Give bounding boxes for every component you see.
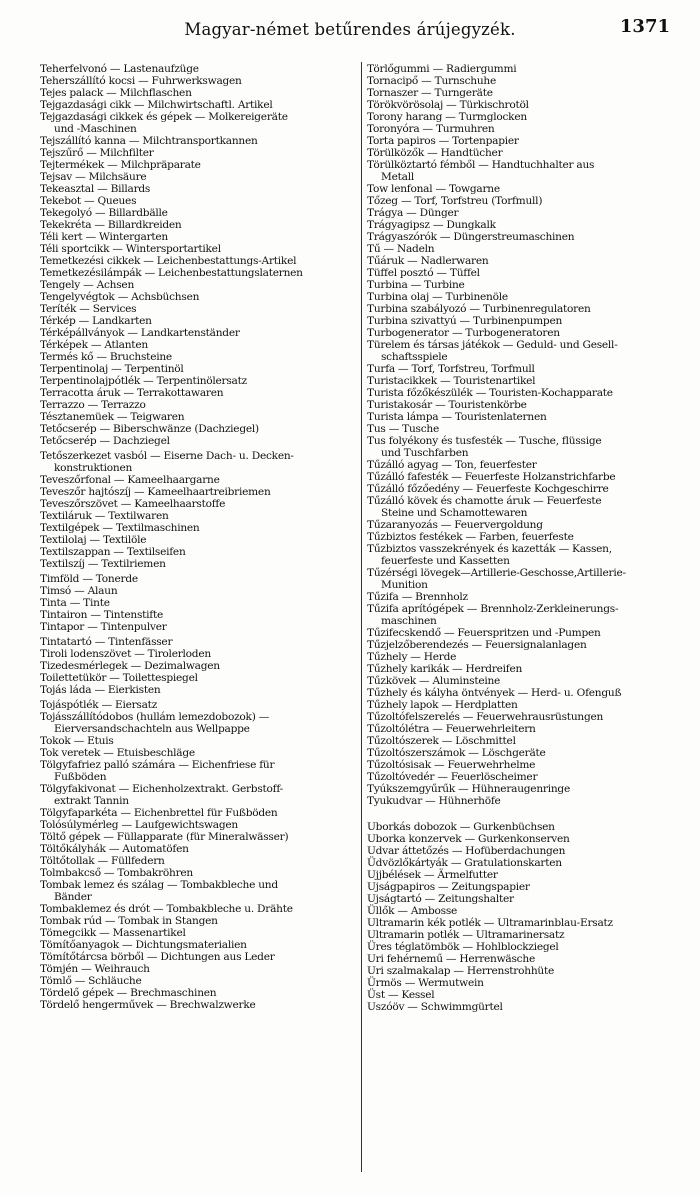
glossary-entry: Tűzoltósisak — Feuerwehrhelme (367, 759, 536, 771)
glossary-entry: Tömítőtárcsa börből — Dichtungen aus Leder (40, 951, 275, 963)
glossary-entry: Tojáspótlék — Eiersatz (40, 699, 158, 711)
glossary-entry: Tintapor — Tintenpulver (40, 621, 167, 633)
glossary-entry: Tűzhely és kályha öntvények — Herd- u. Ofenguß (367, 687, 622, 699)
glossary-entry: Tizedesmérlegek — Dezimalwagen (40, 660, 220, 672)
glossary-entry: Tördelő hengerművek — Brechwalzwerke (40, 999, 256, 1011)
glossary-entry: Üst — Kessel (367, 989, 435, 1001)
glossary-entry: Türelem és társas játékok — Geduld- und Gesell- (367, 339, 618, 351)
glossary-entry: Tejgazdasági cikk — Milchwirtschaftl. Artikel (40, 99, 273, 111)
glossary-entry: Teherszállító kocsi — Fuhrwerkswagen (40, 75, 242, 87)
glossary-entry: Tűzérségi lövegek—Artillerie-Geschosse,Artillerie- (367, 567, 626, 579)
glossary-entry: Uborka konzervek — Gurkenkonserven (367, 833, 570, 845)
glossary-entry: Torony harang — Turmglocken (367, 111, 527, 123)
glossary-entry: Tolmbakcső — Tombakröhren (40, 867, 194, 879)
glossary-entry: Tű — Nadeln (367, 243, 435, 255)
glossary-entry: Tüffel posztó — Tüffel (367, 267, 480, 279)
glossary-entry: Tejszállító kanna — Milchtransportkannen (40, 135, 258, 147)
glossary-entry: Üdvözlőkártyák — Gratulationskarten (367, 857, 562, 869)
glossary-entry: Temetkezési cikkek — Leichenbestattungs-Artikel (40, 255, 297, 267)
glossary-entry: Tőzeg — Torf, Torfstreu (Torfmull) (367, 195, 543, 207)
glossary-entry: Ujságtartó — Zeitungshalter (367, 893, 514, 905)
glossary-entry: Tokok — Etuis (40, 735, 114, 747)
glossary-entry: Tördelő gépek — Brechmaschinen (40, 987, 217, 999)
glossary-entry: Turfa — Torf, Torfstreu, Torfmull (367, 363, 535, 375)
glossary-entry: Tölgyfakivonat — Eichenholzextrakt. Gerbstoff- (40, 783, 283, 795)
glossary-entry: Toilettetükör — Toilettespiegel (40, 672, 198, 684)
glossary-entry: Üres téglatömbök — Hohlblockziegel (367, 941, 559, 953)
glossary-entry: Textilszíj — Textilriemen (40, 558, 166, 570)
glossary-entry: Textilgépek — Textilmaschinen (40, 522, 200, 534)
glossary-entry: Tűzhely — Herde (367, 651, 457, 663)
glossary-entry: Tejtermékek — Milchpräparate (40, 159, 201, 171)
entry-continuation: Fußböden (54, 771, 107, 783)
glossary-entry: Törülköztartó fémből — Handtuchhalter aus (367, 159, 595, 171)
glossary-entry: Téli kert — Wintergarten (40, 231, 169, 243)
entry-continuation: und -Maschinen (54, 123, 137, 135)
glossary-entry: Tűzoltóvedér — Feuerlöscheimer (367, 771, 538, 783)
glossary-entry: Tömítőanyagok — Dichtungsmaterialien (40, 939, 247, 951)
glossary-entry: Tűzálló fafesték — Feuerfeste Holzanstrichfarbe (367, 471, 616, 483)
glossary-entry: Timsó — Alaun (40, 585, 118, 597)
glossary-entry: Teveszőr hajtószíj — Kameelhaartreibriemen (40, 486, 271, 498)
glossary-entry: Uborkás dobozok — Gurkenbüchsen (367, 821, 555, 833)
glossary-entry: Tetőcserép — Dachziegel (40, 435, 170, 447)
glossary-entry: Tintairon — Tintenstifte (40, 609, 163, 621)
glossary-entry: Tombaklemez és drót — Tombakbleche u. Drähte (40, 903, 293, 915)
glossary-entry: Turbina szabályozó — Turbinenregulatoren (367, 303, 591, 315)
glossary-entry: Tűzjelzőberendezés — Feuersignalanlagen (367, 639, 587, 651)
left-column (40, 63, 358, 1011)
glossary-entry: Tömegcikk — Massenartikel (40, 927, 186, 939)
glossary-entry: Turistakosár — Touristenkörbe (367, 399, 527, 411)
glossary-entry: Tejsav — Milchsäure (40, 171, 147, 183)
glossary-entry: Terrazzo — Terrazzo (40, 399, 146, 411)
glossary-entry: Tetőcserép — Biberschwänze (Dachziegel) (40, 423, 259, 435)
glossary-entry: Ultramarin kék potlék — Ultramarinblau-Ersatz (367, 917, 613, 929)
glossary-entry: Turista főzőkészülék — Touristen-Kochapparate (367, 387, 613, 399)
glossary-entry: Turbina — Turbine (367, 279, 465, 291)
glossary-entry: Tűzifa aprítógépek — Brennholz-Zerkleinerungs- (367, 603, 619, 615)
glossary-entry: Turistacikkek — Touristenartikel (367, 375, 536, 387)
entry-continuation: Munition (381, 579, 428, 591)
glossary-entry: Töltőkályhák — Automatöfen (40, 843, 189, 855)
glossary-entry: Tus — Tusche (367, 423, 440, 435)
glossary-entry: Tok veretek — Etuisbeschläge (40, 747, 195, 759)
glossary-entry: Tűzhely lapok — Herdplatten (367, 699, 518, 711)
entry-continuation: Steine und Schamottewaren (381, 507, 528, 519)
glossary-entry: Ürmös — Wermutwein (367, 977, 484, 989)
glossary-entry: Tekekréta — Billardkreiden (40, 219, 182, 231)
glossary-entry: Üllők — Ambosse (367, 905, 458, 917)
glossary-entry: Tűzálló agyag — Ton, feuerfester (367, 459, 537, 471)
glossary-entry: Tölgyfafriez palló számára — Eichenfriese für (40, 759, 275, 771)
right-column (367, 63, 673, 1013)
column-divider (361, 62, 362, 1172)
glossary-entry: Uszóöv — Schwimmgürtel (367, 1001, 503, 1013)
glossary-entry: Tolósúlymérleg — Laufgewichtswagen (40, 819, 238, 831)
glossary-entry: Tűzoltólétra — Feuerwehrleitern (367, 723, 536, 735)
glossary-entry: Tintatartó — Tintenfässer (40, 636, 173, 648)
glossary-entry: Tombak lemez és szálag — Tombakbleche und (40, 879, 278, 891)
page-header (0, 14, 700, 48)
entry-continuation: Eierversandschachteln aus Wellpappe (54, 723, 250, 735)
glossary-entry: Tölgyfaparkéta — Eichenbrettel für Fußböden (40, 807, 278, 819)
glossary-entry: Ujjbélések — Ärmelfutter (367, 869, 498, 881)
glossary-entry: Tus folyékony és tusfesték — Tusche, flüssige (367, 435, 602, 447)
glossary-entry: Tyúkszemgyűrűk — Hühneraugenringe (367, 783, 570, 795)
glossary-entry: Textiláruk — Textilwaren (40, 510, 169, 522)
glossary-entry: Tengely — Achsen (40, 279, 135, 291)
page-number: 1371 (619, 16, 670, 37)
entry-continuation: konstruktionen (54, 462, 133, 474)
glossary-entry: Téli sportcikk — Wintersportartikel (40, 243, 221, 255)
entry-continuation: Metall (381, 171, 414, 183)
glossary-entry: Ujságpapiros — Zeitungspapier (367, 881, 530, 893)
glossary-entry: Tornaszer — Turngeräte (367, 87, 493, 99)
glossary-entry: Tűzálló főzőedény — Feuerfeste Kochgeschirre (367, 483, 609, 495)
glossary-entry: Tűzoltószerszámok — Löschgeräte (367, 747, 546, 759)
glossary-entry: Uri szalmakalap — Herrenstrohhüte (367, 965, 554, 977)
glossary-entry: Tejgazdasági cikkek és gépek — Molkereigeräte (40, 111, 288, 123)
entry-continuation: und Tuschfarben (381, 447, 469, 459)
glossary-entry: Törülközők — Handtücher (367, 147, 503, 159)
glossary-entry: Tűzoltófelszerelés — Feuerwehrausrüstungen (367, 711, 604, 723)
glossary-entry: Töltő gépek — Füllapparate (für Mineralwässer) (40, 831, 289, 843)
glossary-entry: Tengelyvégtok — Achsbüchsen (40, 291, 200, 303)
entry-continuation: Bänder (54, 891, 92, 903)
glossary-entry: Térképállványok — Landkartenständer (40, 327, 240, 339)
glossary-entry: Turista lámpa — Touristenlaternen (367, 411, 547, 423)
glossary-entry: Tűzbiztos vasszekrények és kazetták — Kassen, (367, 543, 612, 555)
glossary-entry: Timföld — Tonerde (40, 573, 138, 585)
glossary-entry: Tombak rúd — Tombak in Stangen (40, 915, 218, 927)
glossary-entry: Tojás láda — Eierkisten (40, 684, 161, 696)
glossary-entry: Turbina olaj — Turbinenöle (367, 291, 508, 303)
glossary-entry: Turbina szivattyú — Turbinenpumpen (367, 315, 563, 327)
glossary-entry: Tűzifa — Brennholz (367, 591, 468, 603)
glossary-entry: Tinta — Tinte (40, 597, 110, 609)
glossary-entry: Tűzoltószerek — Löschmittel (367, 735, 516, 747)
glossary-entry: Tűzálló kövek és chamotte áruk — Feuerfeste (367, 495, 602, 507)
glossary-entry: Tornacipő — Turnschuhe (367, 75, 497, 87)
glossary-entry: Teherfelvonó — Lastenaufzüge (40, 63, 199, 75)
glossary-entry: Teveszőrszövet — Kameelhaarstoffe (40, 498, 226, 510)
glossary-entry: Tűzaranyozás — Feuervergoldung (367, 519, 543, 531)
glossary-entry: Temetkezésilámpák — Leichenbestattungslaternen (40, 267, 303, 279)
glossary-entry: Térkép — Landkarten (40, 315, 152, 327)
glossary-entry: Torta papiros — Tortenpapier (367, 135, 519, 147)
glossary-entry: Trágyagipsz — Dungkalk (367, 219, 496, 231)
glossary-entry: Tűzkövek — Aluminsteine (367, 675, 501, 687)
glossary-entry: Trágyaszórók — Düngerstreumaschinen (367, 231, 575, 243)
glossary-entry: Tömlő — Schläuche (40, 975, 142, 987)
glossary-entry: Térképek — Atlanten (40, 339, 148, 351)
glossary-entry: Terracotta áruk — Terrakottawaren (40, 387, 224, 399)
glossary-entry: Tűzhely karikák — Herdreifen (367, 663, 523, 675)
page-title: Magyar-német betűrendes árújegyzék. (184, 20, 516, 39)
glossary-entry: Töltőtollak — Füllfedern (40, 855, 165, 867)
glossary-entry: Tiroli lodenszövet — Tirolerloden (40, 648, 211, 660)
glossary-entry: Terpentinolajpótlék — Terpentinölersatz (40, 375, 247, 387)
glossary-entry: Teveszőrfonal — Kameelhaargarne (40, 474, 220, 486)
entry-continuation: maschinen (381, 615, 437, 627)
glossary-entry: Textilszappan — Textilseifen (40, 546, 186, 558)
glossary-entry: Termés kő — Bruchsteine (40, 351, 172, 363)
glossary-entry: Tejes palack — Milchflaschen (40, 87, 192, 99)
entry-continuation: feuerfeste und Kassetten (381, 555, 510, 567)
glossary-entry: Toronyóra — Turmuhren (367, 123, 495, 135)
glossary-entry: Törökvörösolaj — Türkischrotöl (367, 99, 529, 111)
glossary-entry: Tűáruk — Nadlerwaren (367, 255, 489, 267)
glossary-entry: Udvar áttetőzés — Hofüberdachungen (367, 845, 566, 857)
glossary-entry: Tetőszerkezet vasból — Eiserne Dach- u. Decken- (40, 450, 294, 462)
entry-continuation: extrakt Tannin (54, 795, 129, 807)
glossary-entry: Tűzbiztos festékek — Farben, feuerfeste (367, 531, 574, 543)
glossary-entry: Tojásszállítódobos (hullám lemezdobozok) — (40, 711, 270, 723)
glossary-entry: Tűzifecskendő — Feuerspritzen und -Pumpen (367, 627, 601, 639)
glossary-entry: Terpentinolaj — Terpentinöl (40, 363, 184, 375)
glossary-entry: Tyukudvar — Hühnerhöfe (367, 795, 501, 807)
glossary-entry: Tömjén — Weihrauch (40, 963, 150, 975)
glossary-entry: Teríték — Services (40, 303, 137, 315)
glossary-entry: Uri fehérnemű — Herrenwäsche (367, 953, 535, 965)
glossary-entry: Tésztanemüek — Teigwaren (40, 411, 185, 423)
glossary-entry: Turbogenerator — Turbogeneratoren (367, 327, 560, 339)
glossary-entry: Trágya — Dünger (367, 207, 459, 219)
glossary-entry: Tow lenfonal — Towgarne (367, 183, 500, 195)
glossary-entry: Tekebot — Queues (40, 195, 137, 207)
glossary-entry: Tekegolyó — Billardbälle (40, 207, 168, 219)
entry-continuation: schaftsspiele (381, 351, 448, 363)
glossary-entry: Tekeasztal — Billards (40, 183, 151, 195)
glossary-entry: Törlőgummi — Radiergummi (367, 63, 517, 75)
glossary-entry: Ultramarin potlék — Ultramarinersatz (367, 929, 565, 941)
glossary-entry: Textilolaj — Textilöle (40, 534, 147, 546)
glossary-entry: Tejszűrő — Milchfilter (40, 147, 154, 159)
